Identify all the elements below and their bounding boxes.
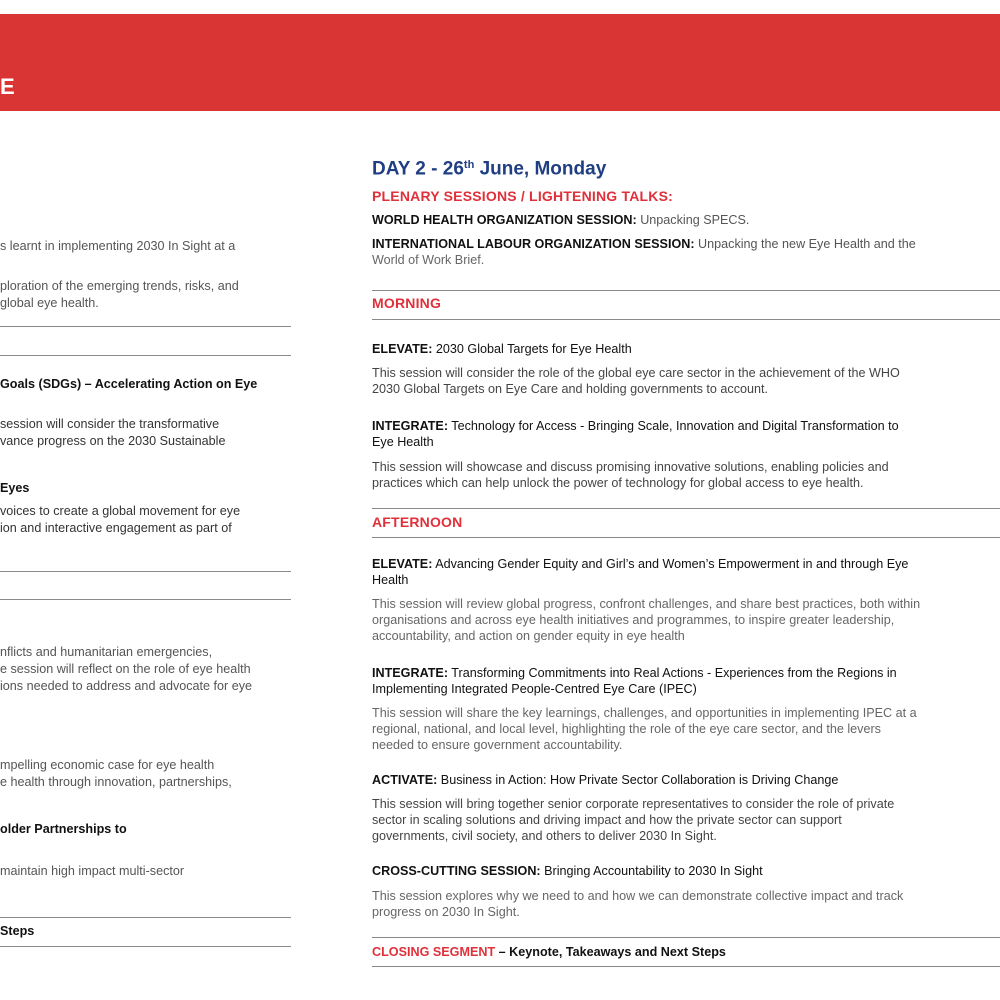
- closing-label: CLOSING SEGMENT: [372, 945, 496, 959]
- left-session-title: Eyes: [0, 481, 30, 495]
- divider: [0, 326, 291, 327]
- divider: [0, 946, 291, 947]
- session-desc: This session will showcase and discuss promising innovative solutions, enabling policies and: [372, 460, 889, 474]
- plenary-item: WORLD HEALTH ORGANIZATION SESSION: Unpacking SPECS.: [372, 213, 750, 227]
- divider: [372, 319, 1000, 320]
- session-title: INTEGRATE: Transforming Commitments into Real Actions - Experiences from the Regions in: [372, 666, 897, 680]
- session-desc: This session will share the key learnings, challenges, and opportunities in implementing IPEC at a: [372, 706, 917, 720]
- session-desc: This session will bring together senior corporate representatives to consider the role of private: [372, 797, 895, 811]
- left-text-line: global eye health.: [0, 296, 99, 310]
- session-desc: This session explores why we need to and how we can demonstrate collective impact and track: [372, 889, 904, 903]
- plenary-heading: PLENARY SESSIONS / LIGHTENING TALKS:: [372, 188, 673, 204]
- left-text-line: session will consider the transformative: [0, 417, 220, 431]
- plenary-item: INTERNATIONAL LABOUR ORGANIZATION SESSION: Unpacking the new Eye Health and the: [372, 237, 916, 251]
- session-title-cont: Health: [372, 573, 409, 587]
- closing-segment: [372, 944, 1000, 961]
- session-desc: governments, civil society, and others to deliver 2030 In Sight.: [372, 829, 717, 843]
- divider: [0, 917, 291, 918]
- divider: [0, 571, 291, 572]
- divider: [372, 537, 1000, 538]
- left-text-line: ion and interactive engagement as part of: [0, 521, 232, 535]
- plenary-item-cont: World of Work Brief.: [372, 253, 485, 267]
- afternoon-heading: AFTERNOON: [372, 514, 463, 530]
- divider: [372, 937, 1000, 938]
- session-desc: practices which can help unlock the power of technology for global access to eye health.: [372, 476, 864, 490]
- session-desc: This session will consider the role of the global eye care sector in the achievement of the WHO: [372, 366, 900, 380]
- session-desc: sector in scaling solutions and driving impact and how the private sector can support: [372, 813, 842, 827]
- session-title-cont: Eye Health: [372, 435, 434, 449]
- session-desc: regional, national, and local level, highlighting the role of the eye care sector, and the levers: [372, 722, 881, 736]
- session-desc: accountability, and action on gender equity in eye health: [372, 629, 685, 643]
- session-desc: 2030 Global Targets on Eye Care and holding governments to account.: [372, 382, 769, 396]
- left-session-title: older Partnerships to: [0, 822, 127, 836]
- left-session-title: Steps: [0, 924, 35, 938]
- left-text-line: nflicts and humanitarian emergencies,: [0, 645, 213, 659]
- plenary-label: INTERNATIONAL LABOUR ORGANIZATION SESSION:: [372, 237, 695, 251]
- left-session-title: Goals (SDGs) – Accelerating Action on Eye: [0, 377, 258, 391]
- session-title: ELEVATE: 2030 Global Targets for Eye Health: [372, 342, 632, 356]
- session-title-cont: Implementing Integrated People-Centred Eye Care (IPEC): [372, 682, 697, 696]
- divider: [372, 290, 1000, 291]
- divider: [372, 508, 1000, 509]
- closing-text: – Keynote, Takeaways and Next Steps: [495, 945, 726, 959]
- plenary-label: WORLD HEALTH ORGANIZATION SESSION:: [372, 213, 637, 227]
- header-banner: [0, 14, 1000, 111]
- banner-title: E: [0, 74, 15, 99]
- left-text-line: e session will reflect on the role of eye health: [0, 662, 251, 676]
- divider: [372, 966, 1000, 967]
- session-title: CROSS-CUTTING SESSION: Bringing Accountability to 2030 In Sight: [372, 864, 763, 878]
- divider: [0, 599, 291, 600]
- left-text-line: ions needed to address and advocate for eye: [0, 679, 253, 693]
- session-desc: organisations and across eye health initiatives and programmes, to inspire greater leadership,: [372, 613, 895, 627]
- left-text-line: mpelling economic case for eye health: [0, 758, 215, 772]
- left-text-line: maintain high impact multi-sector: [0, 864, 185, 878]
- session-title: ELEVATE: Advancing Gender Equity and Girl’s and Women’s Empowerment in and through Eye: [372, 557, 909, 571]
- session-desc: This session will review global progress, confront challenges, and share best practices, both within: [372, 597, 921, 611]
- left-text-line: voices to create a global movement for eye: [0, 504, 241, 518]
- session-title: ACTIVATE: Business in Action: How Private Sector Collaboration is Driving Change: [372, 773, 839, 787]
- left-text-line: ploration of the emerging trends, risks, and: [0, 279, 239, 293]
- session-desc: needed to ensure government accountability.: [372, 738, 623, 752]
- morning-heading: MORNING: [372, 295, 442, 311]
- day-title: DAY 2 - 26th June, Monday: [372, 158, 607, 180]
- session-desc: progress on 2030 In Sight.: [372, 905, 520, 919]
- session-title: INTEGRATE: Technology for Access - Bringing Scale, Innovation and Digital Transformation to: [372, 419, 899, 433]
- divider: [0, 355, 291, 356]
- day-title-suffix-sup: th: [463, 159, 475, 171]
- left-text-line: e health through innovation, partnerships,: [0, 775, 232, 789]
- left-text-line: s learnt in implementing 2030 In Sight at a: [0, 239, 236, 253]
- left-text-line: vance progress on the 2030 Sustainable: [0, 434, 226, 448]
